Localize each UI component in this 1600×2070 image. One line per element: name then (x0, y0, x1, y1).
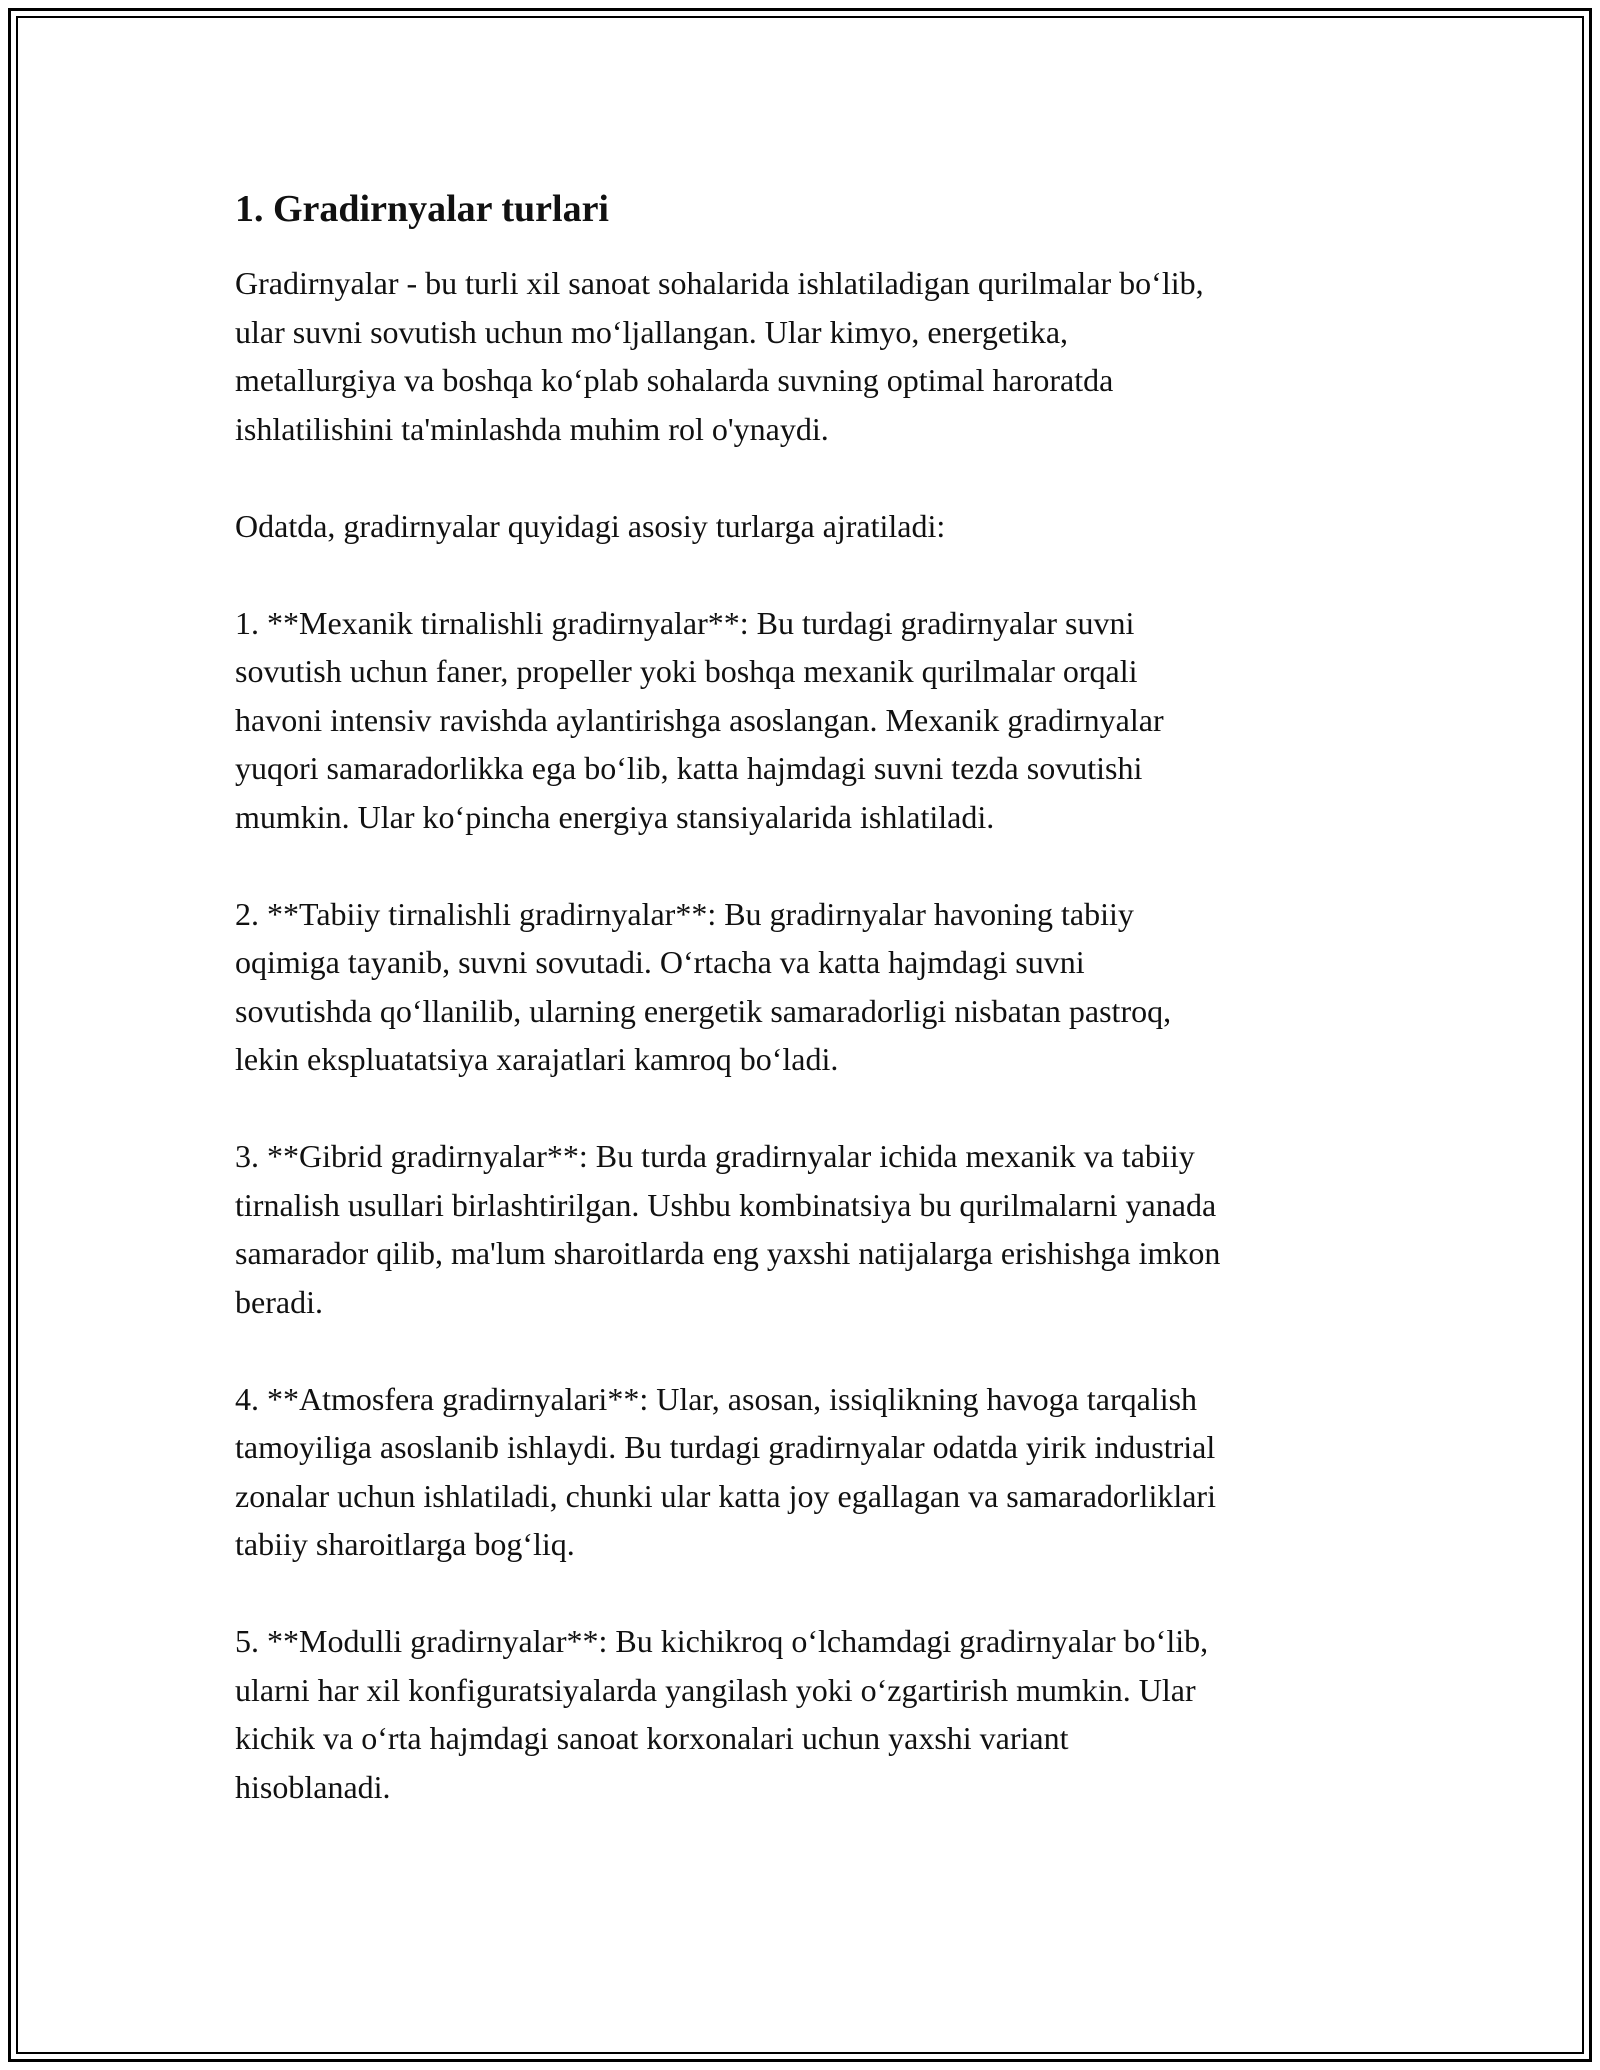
document-body (235, 185, 1375, 1860)
list-item-mechanical: 1. **Mexanik tirnalishli gradirnyalar**: Bu turdagi gradirnyalar suvni sovutish uchun faner, propeller yoki boshqa mexanik qurilmalar orqali havoni intensiv ravishda aylantirishga asoslangan. Mexanik gradirnyalar yuqori samaradorlikka ega bo‘lib, katta hajmdagi suvni tezda sovutishi mumkin. Ular ko‘pincha energiya stansiyalarida ishlatiladi. (235, 604, 1164, 835)
lead-paragraph: Odatda, gradirnyalar quyidagi asosiy turlarga ajratiladi: (235, 507, 946, 544)
list-item-modular: 5. **Modulli gradirnyalar**: Bu kichikroq o‘lchamdagi gradirnyalar bo‘lib, ularni har xil konfiguratsiyalarda yangilash yoki o‘zgartirish mumkin. Ular kichik va o‘rta hajmdagi sanoat korxonalari uchun yaxshi variant hisoblanadi. (235, 1623, 1209, 1805)
list-item-natural: 2. **Tabiiy tirnalishli gradirnyalar**: Bu gradirnyalar havoning tabiiy oqimiga tayanib, suvni sovutadi. O‘rtacha va katta hajmdagi suvni sovutishda qo‘llanilib, ularning energetik samaradorligi nisbatan pastroq, lekin ekspluatatsiya xarajatlari kamroq bo‘ladi. (235, 895, 1172, 1077)
list-item-hybrid: 3. **Gibrid gradirnyalar**: Bu turda gradirnyalar ichida mexanik va tabiiy tirnalish usullari birlashtirilgan. Ushbu kombinatsiya bu qurilmalarni yanada samarador qilib, ma'lum sharoitlarda eng yaxshi natijalarga erishishga imkon beradi. (235, 1138, 1221, 1320)
list-item-atmospheric: 4. **Atmosfera gradirnyalari**: Ular, asosan, issiqlikning havoga tarqalish tamoyiliga asoslanib ishlaydi. Bu turdagi gradirnyalar odatda yirik industrial zonalar uchun ishlatiladi, chunki ular katta joy egallagan va samaradorliklari tabiiy sharoitlarga bog‘liq. (235, 1380, 1216, 1562)
section-heading: 1. Gradirnyalar turlari (235, 188, 609, 230)
intro-paragraph: Gradirnyalar - bu turli xil sanoat sohalarida ishlatiladigan qurilmalar bo‘lib, ular suvni sovutish uchun mo‘ljallangan. Ular kimyo, energetika, metallurgiya va boshqa ko‘plab sohalarda suvning optimal haroratda ishlatilishini ta'minlashda muhim rol o'ynaydi. (235, 265, 1204, 447)
